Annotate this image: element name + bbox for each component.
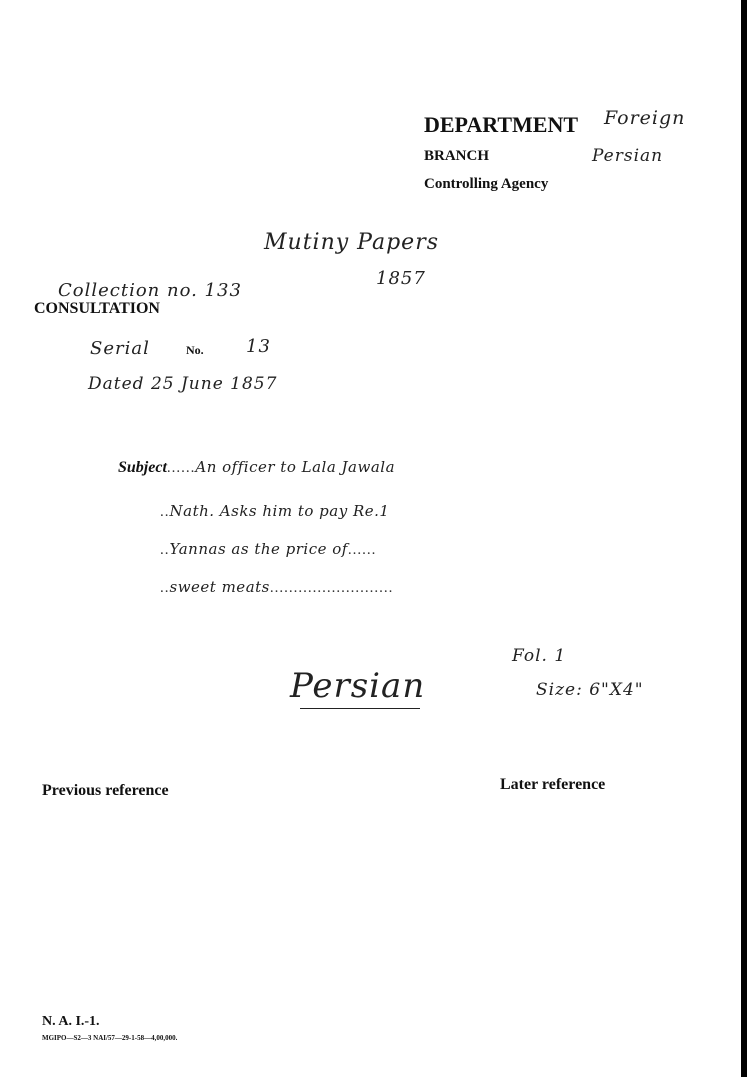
serial-number-value: 13 <box>246 336 271 357</box>
collection-number: Collection no. 133 <box>58 280 242 301</box>
subject-text: Nath. Asks him to pay Re.1 <box>169 502 390 520</box>
serial-label-handwritten: Serial <box>90 338 150 359</box>
language-note: Persian <box>290 666 426 706</box>
controlling-agency-label: Controlling Agency <box>424 176 549 192</box>
dated-value: Dated 25 June 1857 <box>88 374 278 394</box>
dotted-leader: ...... <box>166 460 196 476</box>
consultation-label: CONSULTATION <box>34 300 160 317</box>
subject-text: sweet meats <box>169 578 270 596</box>
subject-label: Subject <box>118 459 167 476</box>
subject-line-3 <box>160 540 376 559</box>
dotted-leader: .. <box>160 580 170 596</box>
print-line: MGIPO—S2—3 NAI/57—29-1-58—4,00,000. <box>42 1034 178 1042</box>
page-edge-border <box>741 0 747 1077</box>
serial-no-label: No. <box>186 343 204 357</box>
subject-text: An officer to Lala Jawala <box>195 458 396 476</box>
subject-text: Yannas as the price of <box>169 540 348 558</box>
dotted-leader: .......................... <box>269 580 394 596</box>
form-code: N. A. I.-1. <box>42 1014 100 1029</box>
branch-label: BRANCH <box>424 148 490 164</box>
previous-reference-label: Previous reference <box>42 782 169 799</box>
dotted-leader: .. <box>160 542 170 558</box>
department-value: Foreign <box>604 107 686 129</box>
language-note-underline <box>300 708 420 709</box>
collection-title: Mutiny Papers <box>264 230 440 255</box>
dotted-leader: ...... <box>347 542 377 558</box>
subject-line-2 <box>160 502 389 521</box>
branch-value: Persian <box>592 146 664 166</box>
folio-size: Size: 6"X4" <box>536 680 644 700</box>
later-reference-label: Later reference <box>500 776 606 793</box>
collection-year: 1857 <box>376 268 426 289</box>
subject-line-1 <box>118 458 395 477</box>
subject-line-4 <box>160 578 393 597</box>
dotted-leader: .. <box>160 504 170 520</box>
folio-number: Fol. 1 <box>512 646 567 666</box>
department-label: DEPARTMENT <box>424 112 579 137</box>
